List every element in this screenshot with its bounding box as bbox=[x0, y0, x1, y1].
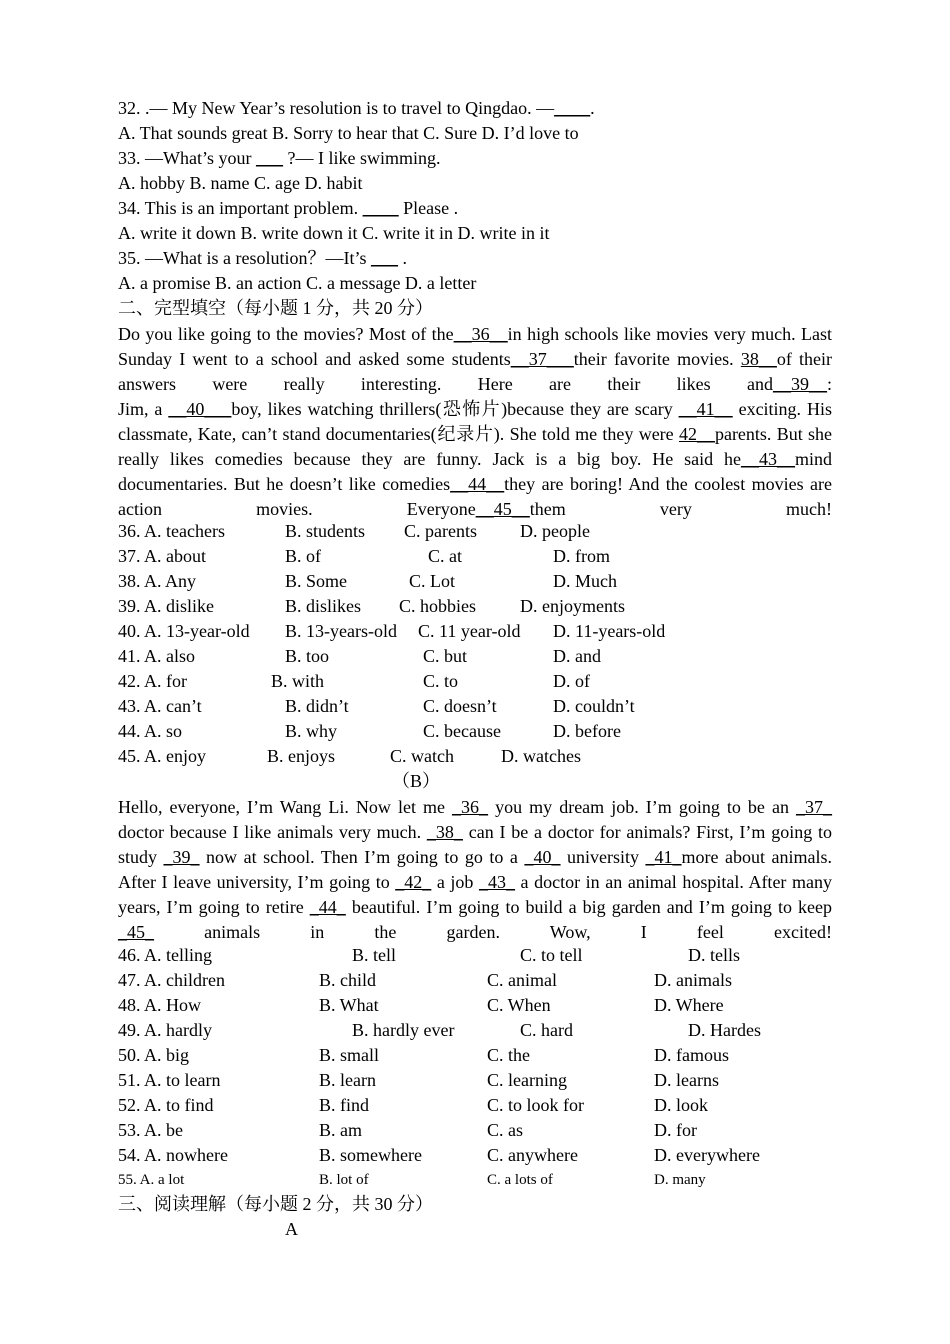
option-choice: B. find bbox=[319, 1095, 370, 1115]
option-choice: 38. A. Any bbox=[118, 571, 197, 591]
option-choice: 46. A. telling bbox=[118, 945, 212, 965]
option-choice: 42. A. for bbox=[118, 671, 187, 691]
option-choice: 51. A. to learn bbox=[118, 1070, 221, 1090]
blank: _38_ bbox=[426, 822, 463, 842]
passage-text: mind documentaries. But he doesn’t like comedies bbox=[118, 449, 832, 494]
cloze-paragraph-1 bbox=[118, 322, 832, 397]
option-choice: B. learn bbox=[319, 1070, 376, 1090]
option-choice: D. before bbox=[553, 721, 621, 741]
option-choice: D. of bbox=[553, 671, 590, 691]
passage-text: exciting. His classmate, Kate, can’t stand documentaries(纪录片). She told me they were bbox=[118, 399, 832, 444]
option-choice: 39. A. dislike bbox=[118, 596, 215, 616]
option-choice: D. many bbox=[654, 1172, 706, 1188]
option-choice: 43. A. can’t bbox=[118, 696, 202, 716]
option-choice: D. watches bbox=[501, 746, 581, 766]
blank: __36__ bbox=[453, 324, 508, 344]
option-choice: D. everywhere bbox=[654, 1145, 760, 1165]
question-35-options: A. a promise B. an action C. a message D. a letter bbox=[118, 273, 477, 293]
option-choice: D. learns bbox=[654, 1070, 719, 1090]
question-34-options: A. write it down B. write down it C. write it in D. write in it bbox=[118, 223, 550, 243]
option-choice: D. famous bbox=[654, 1045, 729, 1065]
blank: _41_ bbox=[645, 847, 682, 867]
option-choice: 41. A. also bbox=[118, 646, 196, 666]
blank: __37___ bbox=[510, 349, 574, 369]
option-choice: 45. A. enjoy bbox=[118, 746, 206, 766]
blank: _43_ bbox=[478, 872, 515, 892]
passage-text: a doctor in an animal hospital. After many years, I’m going to retire bbox=[118, 872, 832, 917]
option-choice: C. anywhere bbox=[487, 1145, 578, 1165]
blank: __41__ bbox=[678, 399, 733, 419]
option-choice: B. tell bbox=[352, 945, 396, 965]
option-choice: B. students bbox=[285, 521, 366, 541]
option-choice: B. What bbox=[319, 995, 379, 1015]
option-choice: C. parents bbox=[404, 521, 477, 541]
option-choice: 36. A. teachers bbox=[118, 521, 225, 541]
option-choice: D. couldn’t bbox=[553, 696, 635, 716]
option-choice: C. hard bbox=[520, 1020, 573, 1040]
section-heading-b: （B） bbox=[392, 771, 441, 791]
option-choice: 44. A. so bbox=[118, 721, 183, 741]
option-choice: C. animal bbox=[487, 970, 557, 990]
blank: __44__ bbox=[450, 474, 505, 494]
option-choice: B. 13-years-old bbox=[285, 621, 397, 641]
option-choice: B. somewhere bbox=[319, 1145, 422, 1165]
option-choice: B. why bbox=[285, 721, 338, 741]
option-choice: C. the bbox=[487, 1045, 530, 1065]
option-choice: D. from bbox=[553, 546, 610, 566]
blank: ____ bbox=[554, 98, 591, 118]
passage-text: a job bbox=[431, 872, 479, 892]
option-choice: C. but bbox=[423, 646, 468, 666]
passage-text: Do you like going to the movies? Most of the bbox=[118, 324, 454, 344]
blank: ___ bbox=[370, 248, 398, 268]
blank: ____ bbox=[362, 198, 399, 218]
option-choice: 49. A. hardly bbox=[118, 1020, 212, 1040]
question-34: 34. This is an important problem. ____ Please . bbox=[118, 198, 459, 218]
blank: _39_ bbox=[163, 847, 200, 867]
question-32-options: A. That sounds great B. Sorry to hear that C. Sure D. I’d love to bbox=[118, 123, 579, 143]
blank: _40_ bbox=[524, 847, 561, 867]
passage-text: now at school. Then I’m going to go to a bbox=[199, 847, 525, 867]
blank: __45__ bbox=[475, 499, 530, 519]
option-choice: 54. A. nowhere bbox=[118, 1145, 228, 1165]
passage-text: more about animals. After I leave university, I’m going to bbox=[118, 847, 832, 892]
option-choice: D. for bbox=[654, 1120, 697, 1140]
question-33: 33. —What’s your ___ ?— I like swimming. bbox=[118, 148, 441, 168]
option-choice: B. small bbox=[319, 1045, 380, 1065]
section-heading-cloze: 二、完型填空（每小题 1 分，共 20 分） bbox=[118, 298, 433, 318]
option-choice: B. lot of bbox=[319, 1172, 369, 1188]
option-choice: C. at bbox=[428, 546, 462, 566]
option-choice: D. people bbox=[520, 521, 590, 541]
option-choice: D. Much bbox=[553, 571, 617, 591]
option-choice: C. to look for bbox=[487, 1095, 584, 1115]
option-choice: 55. A. a lot bbox=[118, 1172, 185, 1188]
passage-text: : bbox=[826, 374, 832, 394]
passage-text: doctor because I like animals very much. bbox=[118, 822, 427, 842]
blank: _45_ bbox=[118, 922, 154, 942]
option-choice: B. Some bbox=[285, 571, 348, 591]
passage-text: parents. But she really likes comedies because they are funny. Jack is a big boy. He said he bbox=[118, 424, 832, 469]
cloze-paragraph-b bbox=[118, 795, 832, 945]
blank: __39__ bbox=[772, 374, 827, 394]
option-choice: 53. A. be bbox=[118, 1120, 183, 1140]
option-choice: D. tells bbox=[688, 945, 740, 965]
option-choice: 52. A. to find bbox=[118, 1095, 214, 1115]
option-choice: C. watch bbox=[390, 746, 454, 766]
option-choice: C. 11 year-old bbox=[418, 621, 521, 641]
option-choice: D. and bbox=[553, 646, 601, 666]
option-choice: C. a lots of bbox=[487, 1172, 553, 1188]
cloze-paragraph-2 bbox=[118, 397, 832, 522]
option-choice: C. When bbox=[487, 995, 551, 1015]
option-choice: C. learning bbox=[487, 1070, 567, 1090]
blank: __43__ bbox=[740, 449, 795, 469]
option-choice: B. enjoys bbox=[267, 746, 336, 766]
option-choice: B. of bbox=[285, 546, 321, 566]
passage-text: Hello, everyone, I’m Wang Li. Now let me bbox=[118, 797, 453, 817]
blank: 38__ bbox=[740, 349, 777, 369]
section-heading-reading: 三、阅读理解（每小题 2 分，共 30 分） bbox=[118, 1194, 433, 1214]
option-choice: C. to tell bbox=[520, 945, 583, 965]
option-choice: C. doesn’t bbox=[423, 696, 497, 716]
option-choice: 50. A. big bbox=[118, 1045, 190, 1065]
blank: __40___ bbox=[168, 399, 232, 419]
blank: _37_ bbox=[796, 797, 832, 817]
passage-text: their favorite movies. bbox=[573, 349, 741, 369]
option-choice: 48. A. How bbox=[118, 995, 202, 1015]
option-choice: D. animals bbox=[654, 970, 732, 990]
blank: 42__ bbox=[678, 424, 715, 444]
passage-text: university bbox=[560, 847, 646, 867]
option-choice: 40. A. 13-year-old bbox=[118, 621, 250, 641]
option-choice: 37. A. about bbox=[118, 546, 206, 566]
option-choice: D. enjoyments bbox=[520, 596, 625, 616]
option-choice: B. too bbox=[285, 646, 330, 666]
question-33-options: A. hobby B. name C. age D. habit bbox=[118, 173, 363, 193]
passage-text: they are boring! And the coolest movies are action movies. Everyone bbox=[118, 474, 832, 519]
passage-text: boy, likes watching thrillers(恐怖片)because they are scary bbox=[231, 399, 679, 419]
option-choice: B. with bbox=[271, 671, 325, 691]
blank: _42_ bbox=[395, 872, 432, 892]
option-choice: D. 11-years-old bbox=[553, 621, 666, 641]
blank: ___ bbox=[255, 148, 283, 168]
option-choice: D. Hardes bbox=[688, 1020, 761, 1040]
passage-text: Jim, a bbox=[118, 399, 169, 419]
option-choice: C. because bbox=[423, 721, 501, 741]
passage-text: of their answers were really interesting. Here are their likes and bbox=[118, 349, 833, 394]
option-choice: 47. A. children bbox=[118, 970, 225, 990]
blank: _36_ bbox=[452, 797, 489, 817]
passage-text: animals in the garden. Wow, I feel excited! bbox=[154, 922, 832, 942]
question-35: 35. —What is a resolution？—It’s ___ . bbox=[118, 248, 407, 268]
option-choice: D. look bbox=[654, 1095, 708, 1115]
option-choice: B. dislikes bbox=[285, 596, 362, 616]
passage-text: can I be a doctor for animals? First, I’m going to study bbox=[118, 822, 832, 867]
passage-text: them very much! bbox=[529, 499, 832, 519]
option-choice: B. am bbox=[319, 1120, 362, 1140]
option-choice: C. as bbox=[487, 1120, 523, 1140]
passage-text: you my dream job. I’m going to be an bbox=[488, 797, 796, 817]
option-choice: B. child bbox=[319, 970, 376, 990]
option-choice: D. Where bbox=[654, 995, 724, 1015]
option-choice: B. didn’t bbox=[285, 696, 349, 716]
passage-text: in high schools like movies very much. Last Sunday I went to a school and asked some students bbox=[118, 324, 833, 369]
option-choice: B. hardly ever bbox=[352, 1020, 455, 1040]
option-choice: C. to bbox=[423, 671, 459, 691]
option-choice: C. hobbies bbox=[399, 596, 477, 616]
passage-text: beautiful. I’m going to build a big garden and I’m going to keep bbox=[345, 897, 833, 917]
blank: _44_ bbox=[309, 897, 346, 917]
section-sub-a: A bbox=[285, 1219, 298, 1239]
option-choice: C. Lot bbox=[409, 571, 456, 591]
question-32: 32. .— My New Year’s resolution is to travel to Qingdao. —____. bbox=[118, 98, 595, 118]
